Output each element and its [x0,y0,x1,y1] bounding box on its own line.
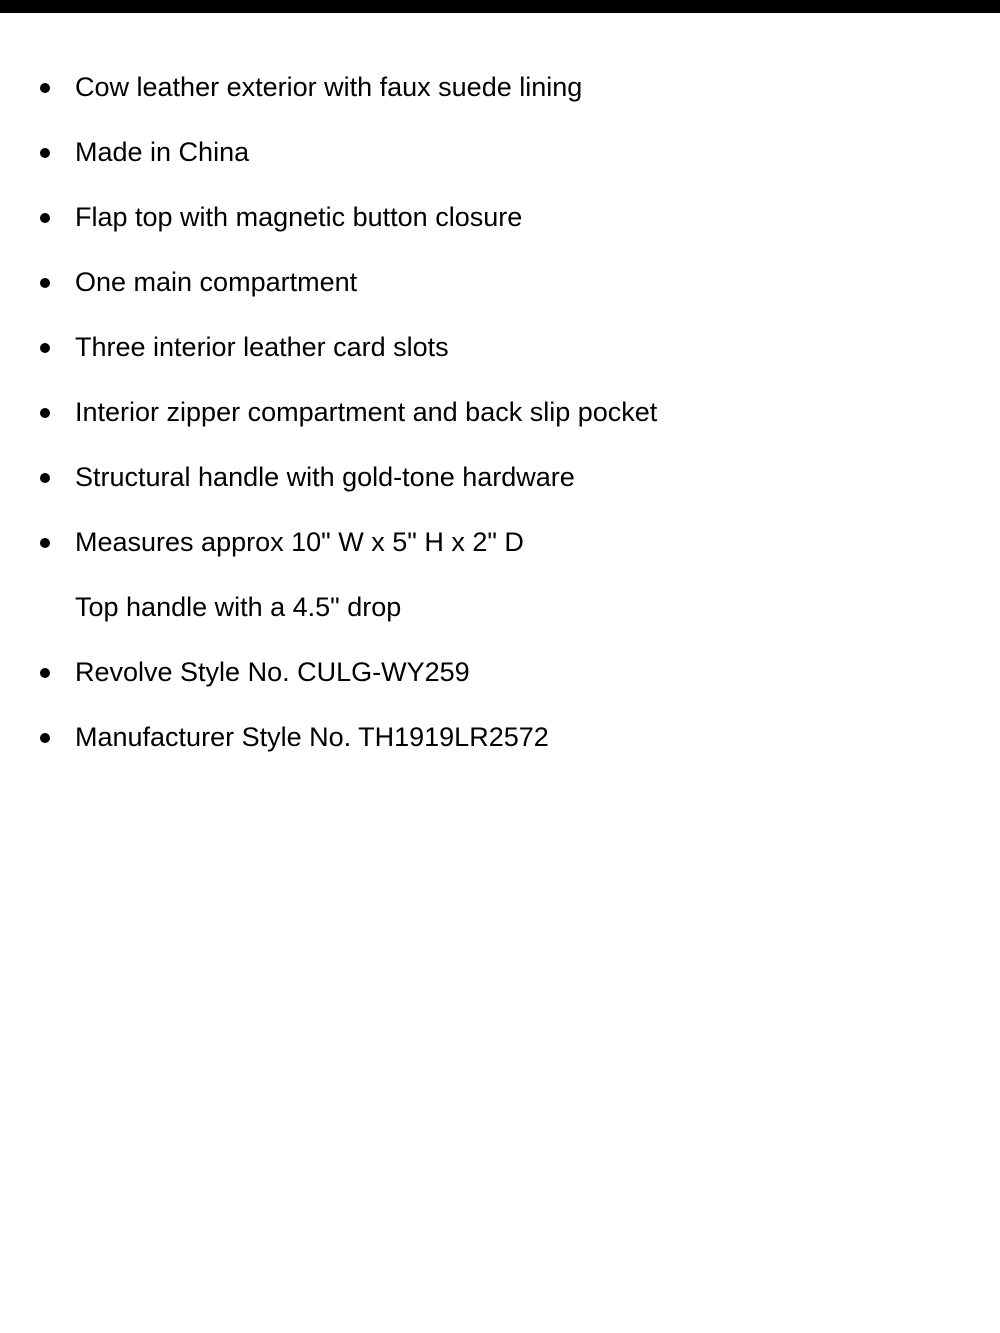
list-item [0,380,1000,445]
list-item [0,185,1000,250]
feature-text: One main compartment [75,267,358,297]
feature-text: Flap top with magnetic button closure [75,202,523,232]
list-item [0,120,1000,185]
bullet-icon [40,343,50,353]
list-item [0,250,1000,315]
list-item [0,705,1000,770]
list-item-continuation [0,575,1000,640]
feature-text: Cow leather exterior with faux suede lining [75,72,583,102]
list-item [0,55,1000,120]
bullet-icon [40,668,50,678]
feature-text: Top handle with a 4.5" drop [75,592,402,622]
list-item [0,640,1000,705]
feature-text: Made in China [75,137,250,167]
bullet-icon [40,538,50,548]
feature-text: Manufacturer Style No. TH1919LR2572 [75,722,549,752]
feature-text: Interior zipper compartment and back slip pocket [75,397,658,427]
top-bar [0,0,1000,13]
bullet-icon [40,278,50,288]
bullet-icon [40,473,50,483]
bullet-icon [40,148,50,158]
bullet-icon [40,213,50,223]
list-item [0,510,1000,575]
list-item [0,315,1000,380]
bullet-icon [40,83,50,93]
feature-text: Revolve Style No. CULG-WY259 [75,657,470,687]
product-feature-list [0,55,1000,770]
feature-text: Three interior leather card slots [75,332,449,362]
list-item [0,445,1000,510]
feature-text: Structural handle with gold-tone hardware [75,462,575,492]
bullet-icon [40,408,50,418]
feature-text: Measures approx 10" W x 5" H x 2" D [75,527,524,557]
bullet-icon [40,733,50,743]
